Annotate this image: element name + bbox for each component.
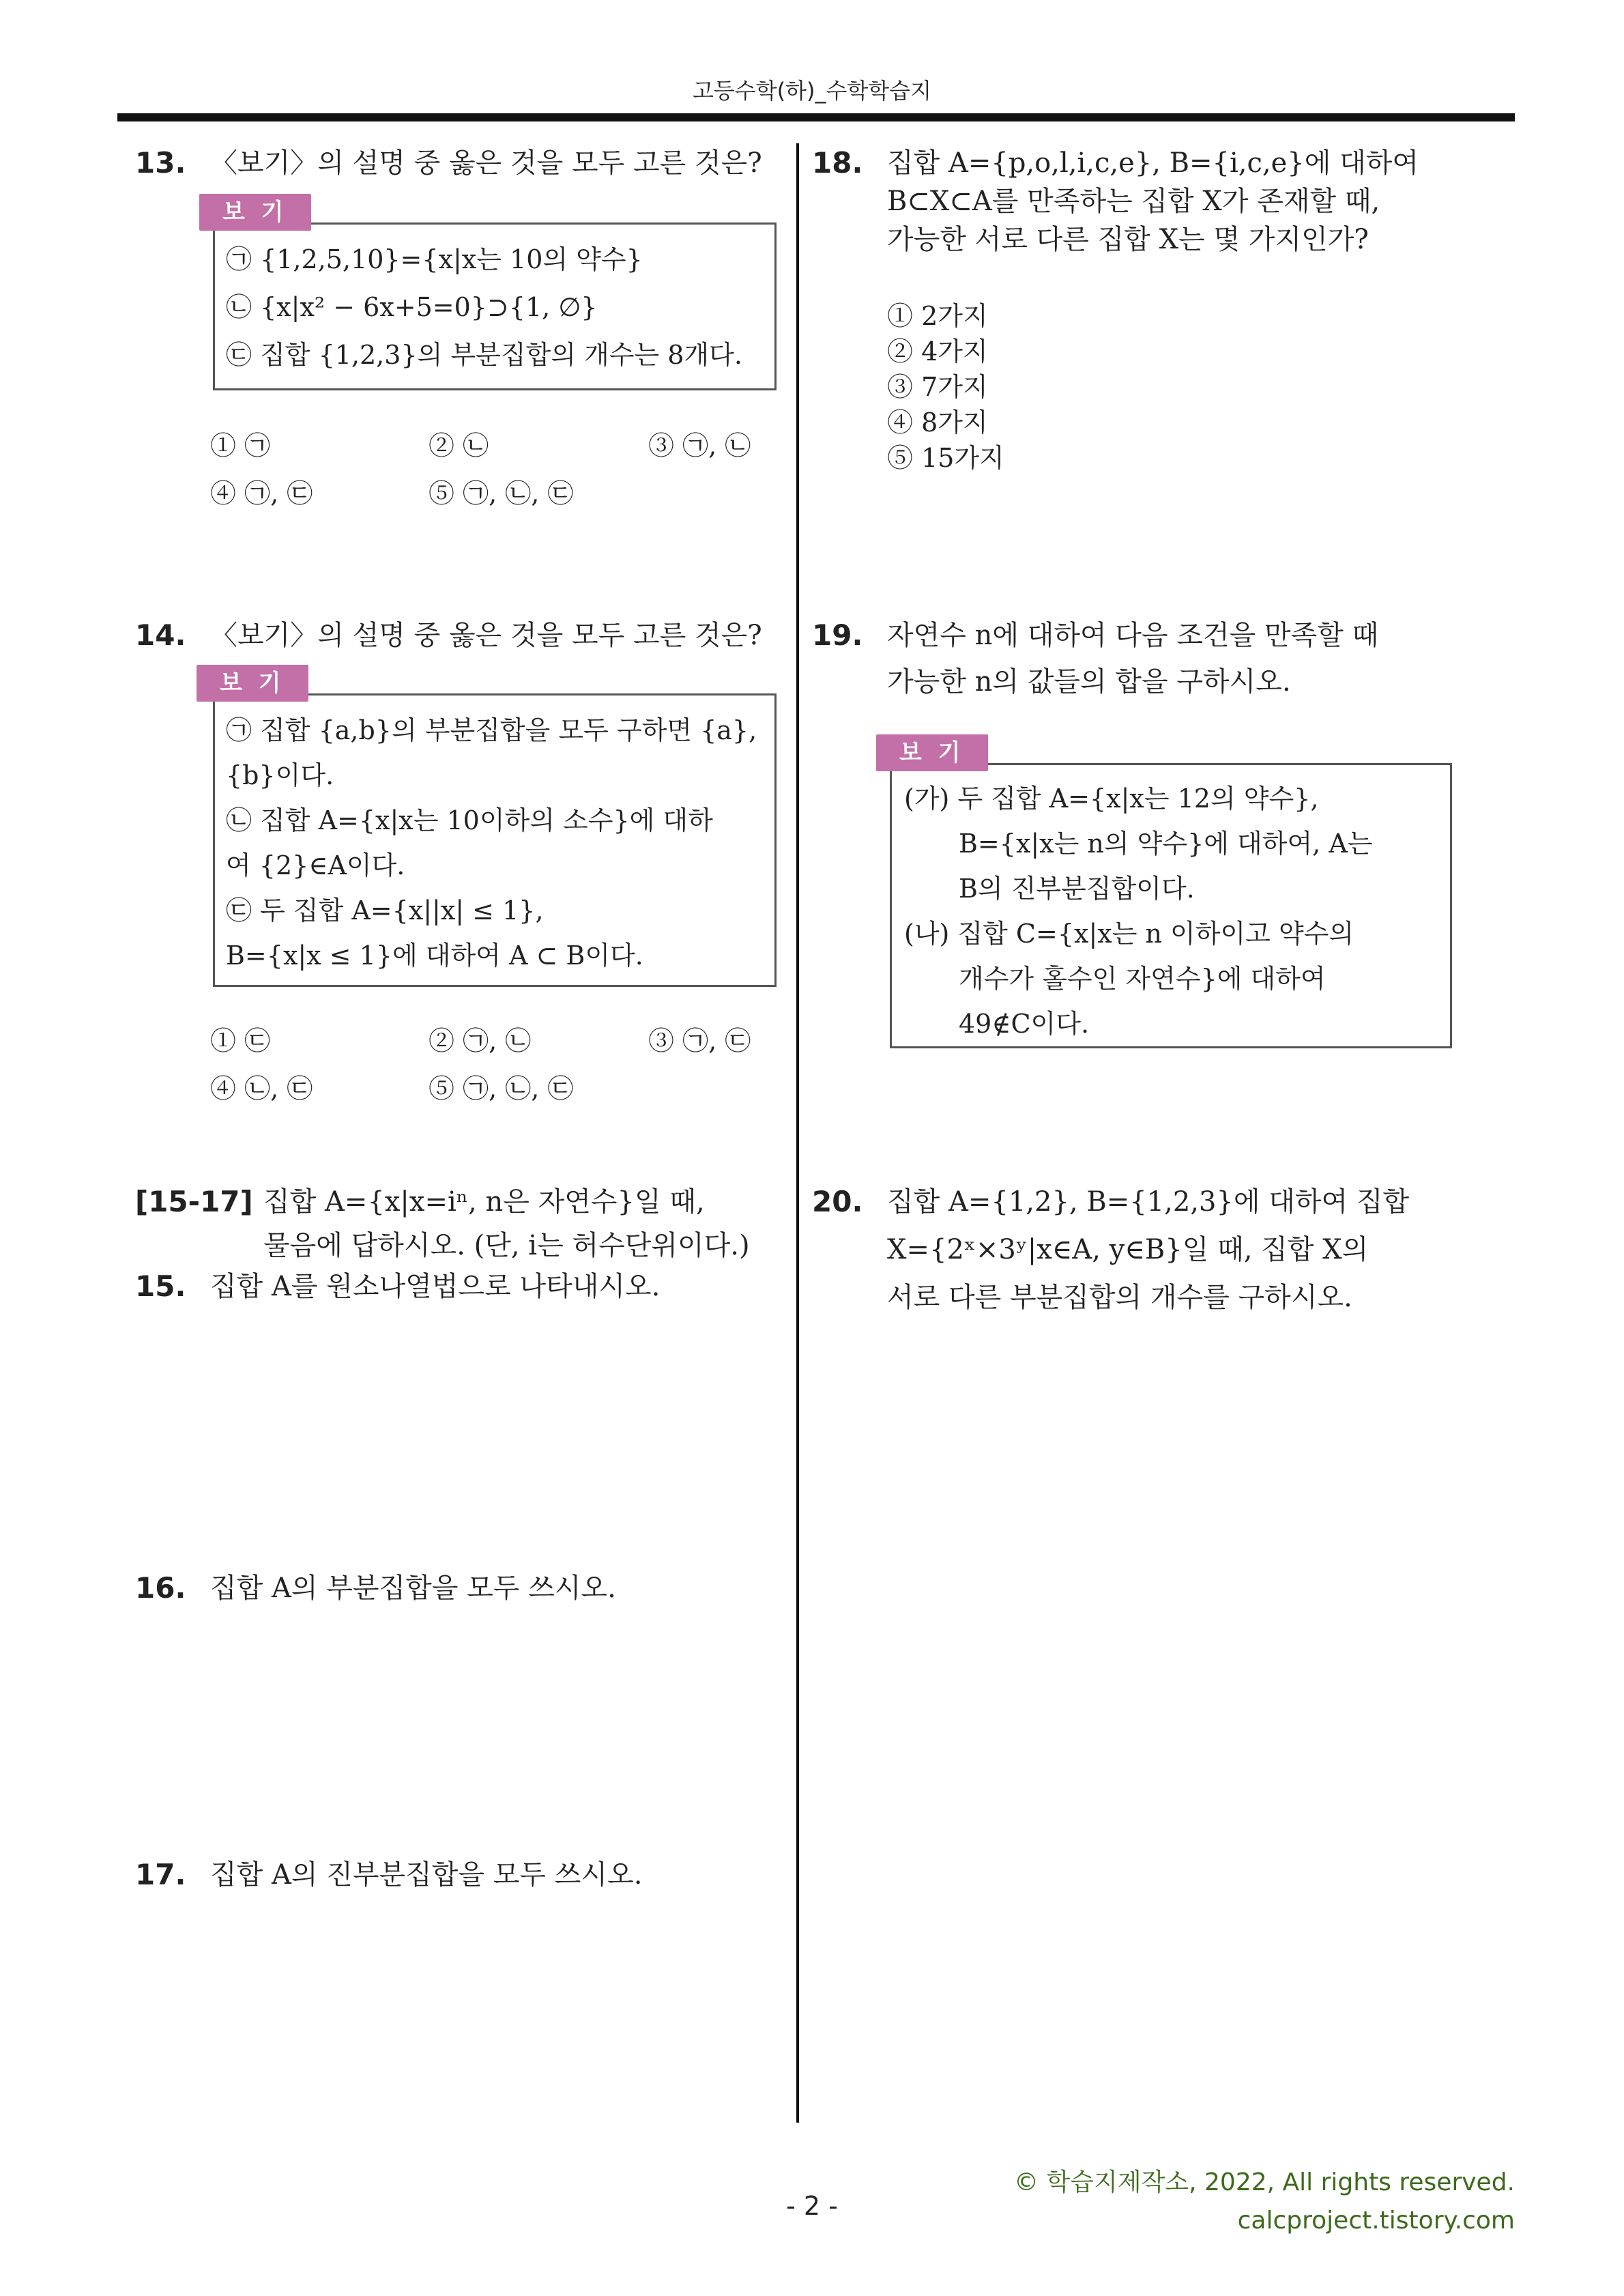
choice-1[interactable]: ① ㉠	[210, 431, 271, 461]
bogi-item: 49∉C이다.	[959, 1009, 1090, 1039]
choice-2[interactable]: ② 4가지	[887, 336, 988, 367]
bogi-label: 보 기	[197, 665, 308, 702]
bogi-box	[213, 223, 777, 390]
bogi-box	[890, 763, 1452, 1048]
bogi-item: B의 진부분집합이다.	[959, 874, 1195, 904]
problem-17	[135, 1852, 777, 1907]
problem-number: [15-17]	[135, 1185, 253, 1218]
choice-1[interactable]: ① 2가지	[887, 301, 988, 331]
bogi-item: (나) 집합 C={x|x는 n 이하이고 약수의	[904, 919, 1354, 949]
problem-question: 집합 A의 진부분집합을 모두 쓰시오.	[210, 1859, 643, 1891]
problem-number: 16.	[135, 1571, 186, 1605]
problem-question-line: 집합 A={1,2}, B={1,2,3}에 대하여 집합	[887, 1186, 1410, 1218]
bogi-item: ㉠ 집합 {a,b}의 부분집합을 모두 구하면 {a},	[226, 715, 757, 745]
header-rule	[117, 113, 1515, 121]
page-number: - 2 -	[786, 2191, 838, 2221]
bogi-box	[213, 693, 777, 987]
bogi-item: B={x|x ≤ 1}에 대하여 A ⊂ B이다.	[226, 941, 643, 971]
problem-question-line: 서로 다른 부분집합의 개수를 구하시오.	[887, 1282, 1352, 1313]
problem-question: 〈보기〉의 설명 중 옳은 것을 모두 고른 것은?	[210, 147, 762, 179]
problem-number: 20.	[812, 1185, 863, 1218]
problem-question-line: 가능한 서로 다른 집합 X는 몇 가지인가?	[887, 224, 1369, 255]
bogi-item: B={x|x는 n의 약수}에 대하여, A는	[959, 829, 1373, 859]
problem-20	[812, 1179, 1494, 1343]
choice-5[interactable]: ⑤ ㉠, ㉡, ㉢	[429, 1074, 574, 1104]
problem-18	[812, 141, 1494, 482]
problem-question: 〈보기〉의 설명 중 옳은 것을 모두 고른 것은?	[210, 620, 762, 651]
choice-2[interactable]: ② ㉡	[429, 431, 489, 461]
bogi-item: (가) 두 집합 A={x|x는 12의 약수},	[904, 784, 1319, 814]
choice-4[interactable]: ④ 8가지	[887, 407, 988, 437]
bogi-item: 여 {2}∈A이다.	[226, 850, 405, 880]
problem-19	[812, 613, 1494, 1077]
problem-question: 집합 A를 원소나열법으로 나타내시오.	[210, 1271, 661, 1302]
copyright-block	[1014, 2164, 1515, 2240]
problem-number: 19.	[812, 618, 863, 652]
group-instruction-line2: 물음에 답하시오. (단, i는 허수단위이다.)	[263, 1230, 750, 1261]
column-divider	[796, 143, 799, 2123]
choice-5[interactable]: ⑤ 15가지	[887, 443, 1004, 473]
problem-question-line: 자연수 n에 대하여 다음 조건을 만족할 때	[887, 620, 1379, 651]
problem-number: 13.	[135, 146, 186, 180]
bogi-item: ㉡ 집합 A={x|x는 10이하의 소수}에 대하	[226, 805, 713, 835]
bogi-label: 보 기	[876, 734, 988, 771]
bogi-item: 개수가 홀수인 자연수}에 대하여	[959, 964, 1326, 994]
problem-15	[135, 1264, 777, 1319]
group-instruction-line1: 집합 A={x|x=iⁿ, n은 자연수}일 때,	[263, 1186, 705, 1218]
problem-14	[135, 613, 777, 1118]
problem-number: 17.	[135, 1858, 186, 1891]
problem-number: 18.	[812, 146, 863, 180]
problem-16	[135, 1566, 777, 1620]
problem-question-line: 집합 A={p,o,l,i,c,e}, B={i,c,e}에 대하여	[887, 147, 1419, 179]
problem-number: 15.	[135, 1269, 186, 1303]
bogi-item: {b}이다.	[226, 760, 334, 790]
choice-4[interactable]: ④ ㉡, ㉢	[210, 1074, 313, 1104]
bogi-item: ㉠ {1,2,5,10}={x|x는 10의 약수}	[226, 244, 643, 274]
header-title: 고등수학(하)_수학학습지	[692, 78, 932, 104]
bogi-item: ㉡ {x|x² − 6x+5=0}⊃{1, ∅}	[226, 292, 598, 322]
problem-13	[135, 141, 777, 523]
choice-3[interactable]: ③ ㉠, ㉡	[648, 431, 751, 461]
choice-2[interactable]: ② ㉠, ㉡	[429, 1026, 532, 1056]
choice-3[interactable]: ③ 7가지	[887, 372, 988, 402]
choice-4[interactable]: ④ ㉠, ㉢	[210, 478, 313, 508]
choice-1[interactable]: ① ㉢	[210, 1026, 271, 1056]
choice-5[interactable]: ⑤ ㉠, ㉡, ㉢	[429, 478, 574, 508]
problem-question-line: X={2ˣ×3ʸ|x∈A, y∈B}일 때, 집합 X의	[887, 1234, 1369, 1265]
choice-3[interactable]: ③ ㉠, ㉢	[648, 1026, 751, 1056]
bogi-item: ㉢ 집합 {1,2,3}의 부분집합의 개수는 8개다.	[226, 340, 742, 370]
problem-number: 14.	[135, 618, 186, 652]
problem-question: 집합 A의 부분집합을 모두 쓰시오.	[210, 1573, 616, 1604]
site-link[interactable]: calcproject.tistory.com	[1237, 2207, 1515, 2235]
problem-question-line: 가능한 n의 값들의 합을 구하시오.	[887, 666, 1291, 698]
bogi-label: 보 기	[199, 194, 311, 231]
bogi-item: ㉢ 두 집합 A={x||x| ≤ 1},	[226, 895, 544, 925]
problem-question-line: B⊂X⊂A를 만족하는 집합 X가 존재할 때,	[887, 186, 1380, 217]
copyright-text: © 학습지제작소, 2022, All rights reserved.	[1014, 2168, 1515, 2196]
